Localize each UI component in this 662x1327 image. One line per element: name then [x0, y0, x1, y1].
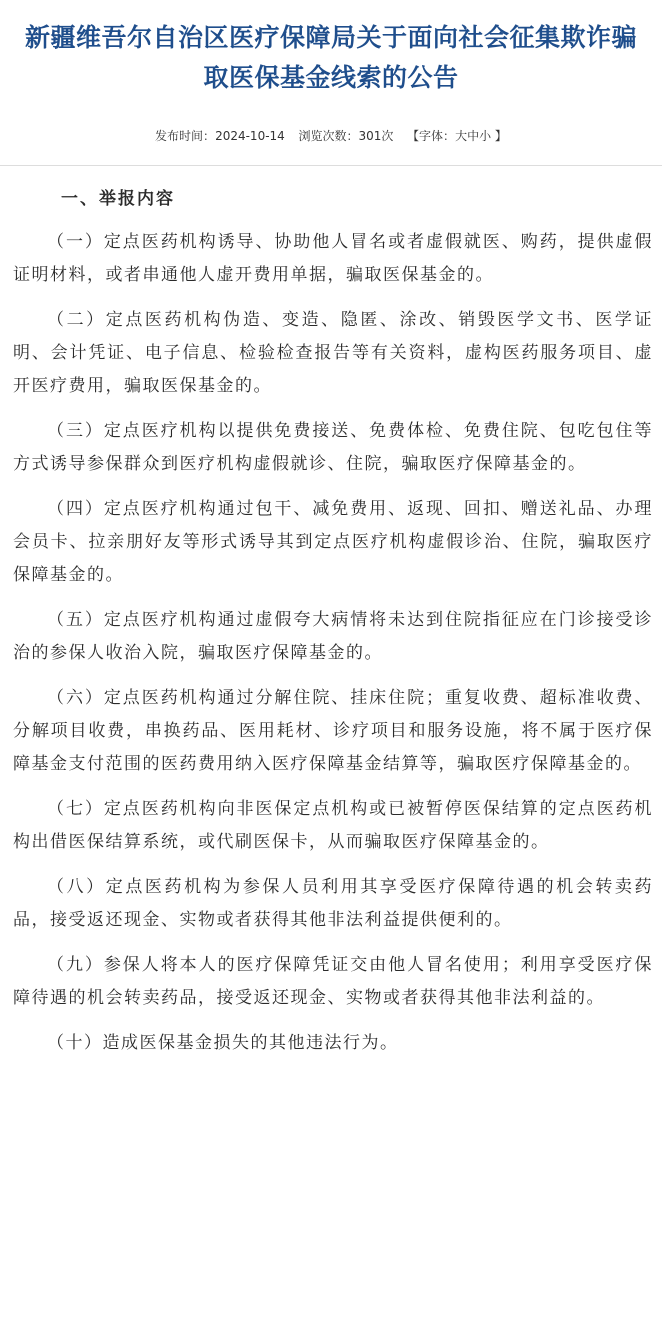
font-size-open: 【字体： [407, 129, 456, 143]
report-item: （二）定点医药机构伪造、变造、隐匿、涂改、销毁医学文书、医学证明、会计凭证、电子信息、检验检查报告等有关资料，虚构医药服务项目、虚开医疗费用，骗取医保基金的。 [13, 310, 653, 396]
views-label: 浏览次数： [298, 129, 359, 143]
article-body [0, 174, 662, 1060]
report-item: （九）参保人将本人的医疗保障凭证交由他人冒名使用；利用享受医疗保障待遇的机会转卖药品，接受返还现金、实物或者获得其他非法利益的。 [13, 955, 653, 1008]
report-item: （七）定点医药机构向非医保定点机构或已被暂停医保结算的定点医药机构出借医保结算系统，或代刷医保卡，从而骗取医疗保障基金的。 [13, 799, 653, 852]
report-item: （十）造成医保基金损失的其他违法行为。 [47, 1033, 399, 1053]
report-item: （五）定点医疗机构通过虚假夸大病情将未达到住院指征应在门诊接受诊治的参保人收治入院，骗取医疗保障基金的。 [13, 610, 653, 663]
font-size-control [407, 129, 507, 143]
report-item: （四）定点医疗机构通过包干、减免费用、返现、回扣、赠送礼品、办理会员卡、拉亲朋好友等形式诱导其到定点医疗机构虚假诊治、住院，骗取医疗保障基金的。 [13, 499, 653, 585]
font-size-close: 】 [491, 129, 507, 143]
report-item: （三）定点医疗机构以提供免费接送、免费体检、免费住院、包吃包住等方式诱导参保群众到医疗机构虚假就诊、住院，骗取医疗保障基金的。 [13, 421, 653, 474]
header-divider [0, 165, 662, 166]
font-large-link[interactable]: 大 [455, 129, 468, 143]
font-medium-link[interactable]: 中 [467, 129, 480, 143]
report-item: （六）定点医药机构通过分解住院、挂床住院；重复收费、超标准收费、分解项目收费，串换药品、医用耗材、诊疗项目和服务设施，将不属于医疗保障基金支付范围的医药费用纳入医疗保障基金结算等，骗取医疗保障基金的。 [13, 688, 653, 774]
publish-date: 2024-10-14 [215, 129, 285, 143]
section-heading: 一、举报内容 [61, 189, 175, 209]
article-title: 新疆维吾尔自治区医疗保障局关于面向社会征集欺诈骗取医保基金线索的公告 [24, 23, 637, 92]
report-item: （一）定点医药机构诱导、协助他人冒名或者虚假就医、购药，提供虚假证明材料，或者串通他人虚开费用单据，骗取医保基金的。 [13, 232, 653, 285]
article-meta [0, 128, 662, 144]
publish-label: 发布时间： [155, 129, 216, 143]
font-small-link[interactable]: 小 [479, 129, 492, 143]
report-item: （八）定点医药机构为参保人员利用其享受医疗保障待遇的机会转卖药品，接受返还现金、实物或者获得其他非法利益提供便利的。 [13, 877, 653, 930]
views-count: 301次 [358, 129, 394, 143]
